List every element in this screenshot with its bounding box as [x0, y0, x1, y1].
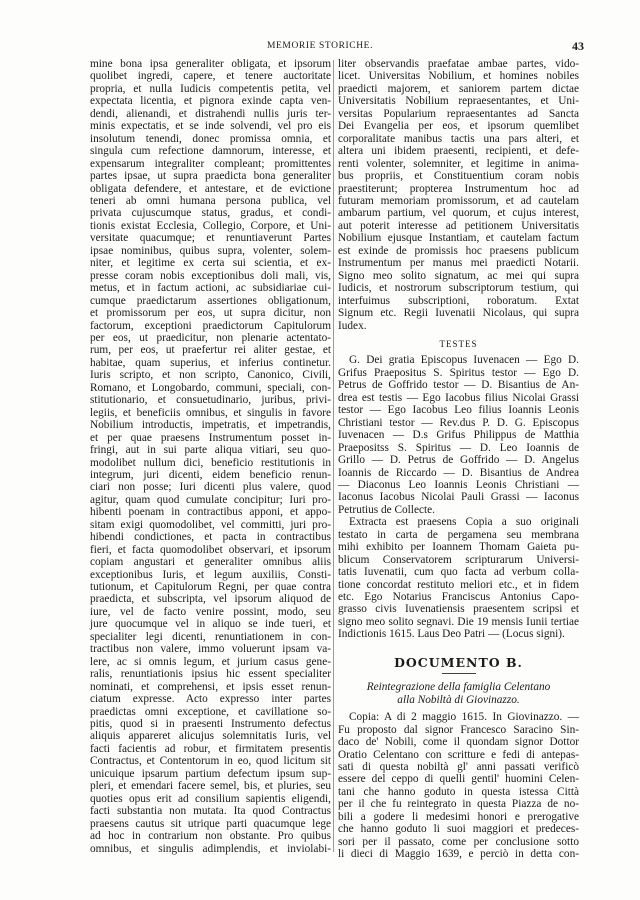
text-line: tani che hanno goduto in questa istessa Città — [338, 785, 579, 798]
subtitle-line: alla Nobiltà di Giovinazzo. — [397, 693, 520, 706]
text-line: mihi exhibito per Ioannem Thomam Gaieta pu- — [338, 541, 579, 554]
text-line: praedicta, et subscripta, vel ipsorum aliquod de — [90, 593, 331, 606]
text-line: facti facientis ad robur, et firmitatem presentis — [90, 742, 331, 755]
text-line: Iudex. — [338, 319, 367, 332]
text-line: liter observandis praefatae ambae partes, vido- — [338, 58, 579, 70]
left-column — [90, 58, 331, 855]
text-line: Signum etc. Regii Iuvenatii Nicolaus, qui supra — [338, 307, 579, 320]
page-number: 43 — [572, 39, 584, 53]
right-column — [338, 58, 579, 861]
text-line: interfuimus subscriptioni, roboratum. Extat — [338, 294, 579, 307]
text-line: et per quae praesens Instrumentum posset in- — [90, 431, 331, 444]
text-line: daco de' Nobili, come il quondam signor Dottor — [338, 736, 579, 749]
text-line: praedictas omni exceptione, et cavillatione so- — [90, 705, 331, 718]
text-line: aut poterit interesse ad petitionem Universitatis — [338, 219, 579, 232]
closing-paragraph — [338, 58, 579, 332]
text-line: praedicti majorem, et saniorem partem dictae — [338, 82, 579, 95]
text-line: factorum, exceptioni praedictorum Capitulorum — [90, 319, 331, 332]
text-line: tutionum, et Capitulorum Regni, per quae contra — [90, 581, 331, 594]
text-line: insolutum tenendi, donec promissa omnia, et — [90, 132, 331, 145]
document-subtitle — [338, 681, 579, 706]
text-line: legiis, et beneficiis omnibus, et singulis in favore — [90, 406, 331, 419]
text-line: lere, ac si omnis legum, et jurium casus gene- — [90, 655, 331, 668]
text-line: Extracta est praesens Copia a suo originali — [349, 516, 579, 529]
text-line: ralis, renuntiationis ipsius hic essent specialiter — [90, 668, 331, 681]
text-line: ipsae nominibus, quibus supra, volenter, solem- — [90, 244, 331, 257]
text-line: Oratio Celentano con scritture e fedi di antepas- — [338, 748, 579, 761]
text-line: Romano, et Longobardo, communi, speciali, con- — [90, 381, 331, 394]
column-divider — [333, 60, 334, 852]
text-line: minis expectatis, et se inde solvendi, vel pro eis — [90, 120, 331, 133]
text-line: tractibus non valere, immo voluerunt ipsam va- — [90, 643, 331, 656]
text-line: Indictionis 1615. Laus Deo Patri — (Locus signi). — [338, 628, 565, 641]
text-line: tatis Iuvenatii, cum quo facta ad verbum colla- — [338, 566, 579, 579]
text-line: presse coram nobis exceptionibus doli mali, vis, — [90, 269, 331, 282]
text-line: propria, et nulla Iudicis competentis petita, vel — [90, 82, 331, 95]
text-line: per eos, ut praedicitur, non plenarie actentato- — [90, 331, 331, 344]
text-line: futuram memoriam promissorum, et ad cautelam — [338, 194, 579, 207]
text-line: est exinde de promissis hoc praesens publicum — [338, 244, 579, 257]
certification-paragraph — [338, 516, 579, 641]
subtitle-line: Reintegrazione della famiglia Celentano — [366, 681, 551, 694]
text-line: facti substantia non mutata. Ita quod Contractus — [90, 805, 331, 818]
text-line: Nobilium introductis, impetratis, et impetrandis, — [90, 419, 331, 432]
text-line: versitas Popularium repraesentantes ad Sancta — [338, 107, 579, 120]
text-line: Christiani testor — Rev.dus P. D. G. Episcopus — [338, 416, 579, 429]
text-line: teneri ab omni humana persona publica, vel — [90, 194, 331, 207]
text-line: nominati, et comprehensi, et ipsis esset renun- — [90, 680, 331, 693]
text-line: ciari non posse; Iuri dicenti plus valere, quod — [90, 481, 331, 494]
text-line: integrum, juri dicenti, eidem beneficio renun- — [90, 468, 331, 481]
text-line: — Diaconus Leo Ioannis Leonis Christiani — — [338, 478, 579, 491]
text-line: expectata licentia, et pignora exinde capta ven- — [90, 95, 331, 108]
text-line: Grifus Praepositus S. Spiritus testor — Ego D. — [338, 366, 579, 379]
text-line: ad hoc in contrarium non obstante. Pro quibus — [90, 830, 331, 843]
text-line: Petrutius de Collecte. — [338, 503, 435, 516]
text-line: Copia: A di 2 maggio 1615. In Giovinazzo. — — [349, 711, 579, 724]
text-line: Dei Evangelia per eos, et ipsorum quemlibet — [338, 120, 579, 133]
text-line: tione concordat restituto meliori etc., et in fidem — [338, 578, 579, 591]
text-line: Praepositss S. Spiritus — D. Leo Ioannis de — [338, 441, 579, 454]
witnesses-heading: TESTES — [439, 338, 478, 349]
document-heading: DOCUMENTO B. — [394, 654, 523, 670]
text-line: Contractus, et Contentorum in eo, quod licitum sit — [90, 755, 331, 768]
copia-paragraph — [338, 711, 579, 860]
text-line: versitate quacumque; et renuntiaverunt Partes — [90, 232, 331, 245]
text-line: essere del ceppo di quelli gentil' huomini Celen- — [338, 773, 579, 786]
text-line: fringi, aut in sui parte aliqua vitiari, seu quo- — [90, 444, 331, 457]
text-line: etc. Ego Notarius Franciscus Antonius Capo- — [338, 591, 579, 604]
text-line: Grillo — D. Petrus de Goffrido — D. Angelus — [338, 454, 579, 467]
text-line: specialiter legi dicenti, renuntiationem in con- — [90, 630, 331, 643]
text-line: Iudicis, et nostrorum subscriptorum testium, qui — [338, 282, 579, 295]
text-line: Iuvenacen — D.s Grifus Philippus de Matthia — [338, 429, 579, 442]
text-line: Signo meo solito signatum, ac mei qui supra — [338, 269, 579, 282]
text-line: li dieci di Maggio 1639, e perciò in detta con- — [338, 848, 579, 861]
text-line: tionis existat Ecclesia, Collegio, Corpore, et Uni- — [90, 219, 331, 232]
text-line: Instrumentum per manus mei praedicti Notarii. — [338, 257, 579, 270]
text-line: corporalitate manibus tactis una pars alteri, et — [338, 132, 579, 145]
text-line: testor — Ego Iacobus Leo filius Ioannis Leonis — [338, 404, 579, 417]
text-line: sati di questa nobiltà gl' anni passati verificò — [338, 761, 579, 774]
text-line: habitae, quam superius, et inferius continetur. — [90, 356, 331, 369]
text-line: signo meo solito segnavi. Die 19 mensis Iunii tertiae — [338, 615, 579, 628]
text-line: jure quocumque vel in aliquo se inde tueri, et — [90, 618, 331, 631]
text-line: hibenti poenam in contractibus apponi, et appo- — [90, 506, 331, 519]
text-line: expensarum integraliter compleant; promittentes — [90, 157, 331, 170]
text-line: sitam exigi quomodolibet, vel committi, juri pro- — [90, 518, 331, 531]
text-line: Iuris scripto, et non scripto, Canonico, Civili, — [90, 369, 331, 382]
text-line: fieri, et facta quomodolibet observari, et ipsorum — [90, 543, 331, 556]
text-line: privata cujuscumque status, gradus, et condi- — [90, 207, 331, 220]
text-line: singula cum refectione damnorum, interesse, et — [90, 145, 331, 158]
text-line: renti volenter, solemniter, et legitime in anima- — [338, 157, 579, 170]
text-line: bus propriis, et Constituentium coram nobis — [338, 170, 579, 183]
text-line: bili a godere li medesimi honori e prerogative — [338, 810, 579, 823]
text-line: ambarum partium, vel quorum, et cujus interest, — [338, 207, 579, 220]
witnesses-paragraph — [338, 354, 579, 516]
text-line: ciatum expresse. Acto expresso inter partes — [90, 693, 331, 706]
text-line: Iaconus Iacobus Nicolai Pauli Grassi — Iaconus — [338, 491, 579, 504]
text-line: Petrus de Goffrido testor — D. Bisantius de An- — [338, 379, 579, 392]
text-line: sori per il passato, come per conclusione sotto — [338, 835, 579, 848]
heading-rule — [442, 673, 476, 674]
text-line: grasso civis Iuvenatiensis praesentem scripsi et — [338, 603, 579, 616]
text-line: G. Dei gratia Episcopus Iuvenacen — Ego D. — [349, 354, 579, 367]
text-line: stitutionario, et consuetudinario, juribus, privi- — [90, 394, 331, 407]
text-line: dendi, alienandi, et distrahendi nullis juris ter- — [90, 107, 331, 120]
text-line: che hanno goduto li suoi maggiori et predeces- — [338, 823, 579, 836]
text-line: mine bona ipsa generaliter obligata, et ipsorum — [90, 58, 331, 70]
text-line: Ioannis de Riccardo — D. Bisantius de Andrea — [338, 466, 579, 479]
text-line: rum, per eos, ut praefertur rei aliter gestae, et — [90, 344, 331, 357]
text-line: iure, vel de facto venire possint, modo, seu — [90, 605, 331, 618]
text-line: quoties opus erit ad consilium sapientis eligendi, — [90, 792, 331, 805]
text-line: pleri, et emendari facere semel, bis, et pluries, seu — [90, 780, 331, 793]
text-line: licet. Universitas Nobilium, et homines nobiles — [338, 70, 579, 83]
text-line: unicuique ipsarum partium defectum ipsum sup- — [90, 767, 331, 780]
text-line: omnibus, et singulis adimplendis, et inviolabi- — [90, 842, 331, 855]
running-title: MEMORIE STORICHE. — [266, 41, 374, 51]
text-line: altera uni ibidem praesenti, recipienti, et defe- — [338, 145, 579, 158]
text-line: obligata defendere, et antestare, et de evictione — [90, 182, 331, 195]
text-line: et promissorum per eos, ut supra dicitur, non — [90, 307, 331, 320]
text-line: metus, et in factum actioni, ac subsidiariae cui- — [90, 282, 331, 295]
text-line: blicum Conservatorem scripturarum Universi- — [338, 553, 579, 566]
text-line: Nobilium ejusque Instantiam, et cautelam factum — [338, 232, 579, 245]
text-line: copiam angustari et generaliter omnibus aliis — [90, 556, 331, 569]
text-line: partes ipsae, ut supra praedicta bona generaliter — [90, 170, 331, 183]
text-line: Fu proposto dal signor Francesco Saracino Sin- — [338, 723, 579, 736]
text-line: praesens cautus sit utrique parti quacumque lege — [90, 817, 331, 830]
text-line: exceptionibus Iuris, et legum auxiliis, Consti- — [90, 568, 331, 581]
text-line: pitis, quod si in praesenti Instrumento defectus — [90, 718, 331, 731]
text-line: aliquis appareret alicujus solemnitatis Iuris, vel — [90, 730, 331, 743]
text-line: modolibet nullum dici, beneficio restitutionis in — [90, 456, 331, 469]
text-line: niter, et legitime ex certa sui scientia, et ex- — [90, 257, 331, 270]
text-line: praestiterunt; propterea Instrumentum hoc ad — [338, 182, 579, 195]
text-line: drea est testis — Ego Iacobus filius Nicolai Grassi — [338, 391, 579, 404]
text-line: testato in carta de pergamena seu membrana — [338, 528, 579, 541]
text-line: per il che fu reintegrato in questa Piazza de no- — [338, 798, 579, 811]
text-line: hibendi condictiones, et pacta in contractibus — [90, 531, 331, 544]
text-line: Universitatis Nobilium repraesentantes, et Uni- — [338, 95, 579, 108]
text-line: quolibet ingredi, capere, et tenere auctoritate — [90, 70, 331, 83]
text-line: cumque praedictarum assertiones obligationum, — [90, 294, 331, 307]
text-line: agitur, quam quod cumulate concipitur; Iuri pro- — [90, 493, 331, 506]
